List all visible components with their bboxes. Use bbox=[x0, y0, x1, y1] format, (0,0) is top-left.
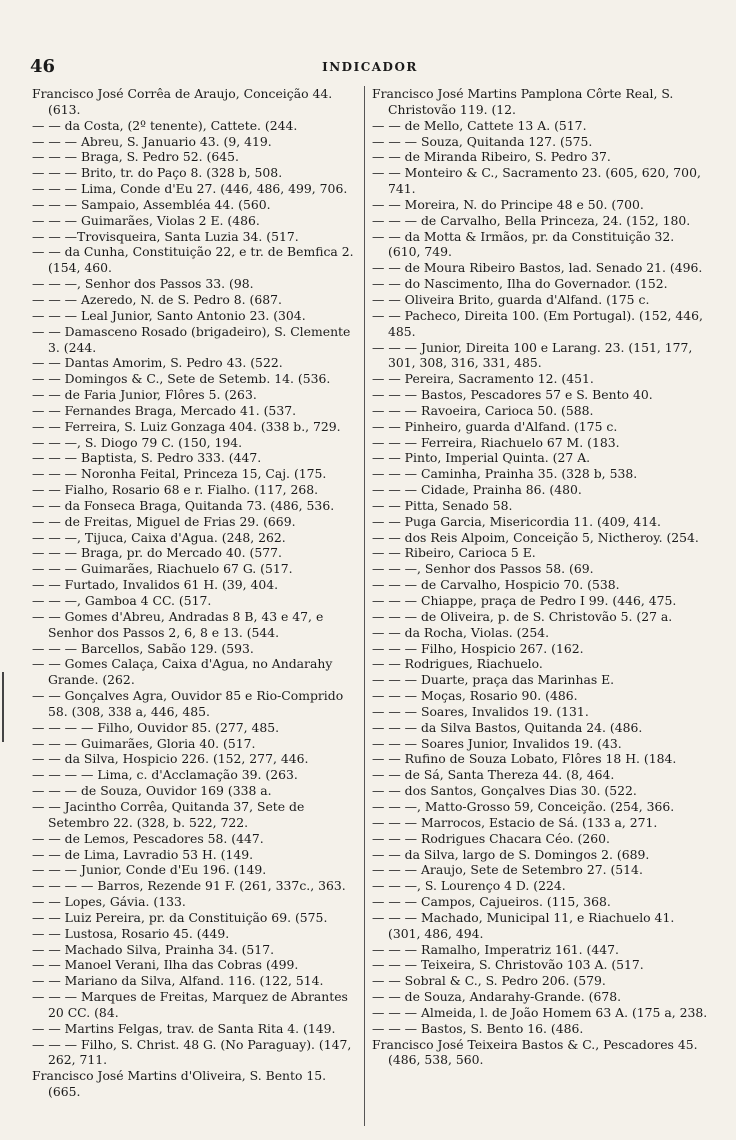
directory-entry: — — — da Silva Bastos, Quitanda 24. (486. bbox=[372, 719, 643, 735]
directory-entry: — — Pereira, Sacramento 12. (451. bbox=[372, 371, 594, 387]
directory-entry: — — Rufino de Souza Lobato, Flôres 18 H. (184. bbox=[372, 751, 677, 767]
directory-entry: — — — Lima, Conde d'Eu 27. (446, 486, 499, 706. bbox=[32, 181, 348, 197]
directory-entry: Francisco José Martins Pamplona Côrte Real, S. Christovão 119. (12. bbox=[372, 86, 674, 117]
directory-entry: — — — Caminha, Prainha 35. (328 b, 538. bbox=[372, 466, 638, 482]
directory-entry: — — — de Carvalho, Bella Princeza, 24. (152, 180. bbox=[372, 212, 691, 228]
directory-entry: — — — Marques de Freitas, Marquez de Abrantes 20 CC. (84. bbox=[32, 989, 348, 1020]
directory-entry: — — Martins Felgas, trav. de Santa Rita 4. (149. bbox=[32, 1020, 336, 1036]
directory-entry: — — —, Gamboa 4 CC. (517. bbox=[32, 593, 212, 608]
directory-entry: — — de Souza, Andarahy-Grande. (678. bbox=[372, 989, 622, 1005]
left-column bbox=[32, 86, 358, 1100]
directory-entry: — — Gomes Calaça, Caixa d'Agua, no Andarahy Grande. (262. bbox=[32, 656, 333, 688]
directory-entry: — — — Junior, Conde d'Eu 196. (149. bbox=[32, 862, 267, 878]
directory-entry: — — — Souza, Quitanda 127. (575. bbox=[372, 133, 593, 149]
directory-entry: — — — Duarte, praça das Marinhas E. bbox=[372, 672, 615, 688]
directory-entry: — — de Lima, Lavradio 53 H. (149. bbox=[32, 846, 254, 862]
directory-entry: — — — Guimarães, Riachuelo 67 G. (517. bbox=[32, 561, 293, 577]
directory-entry: — — Pinto, Imperial Quinta. (27 A. bbox=[372, 450, 591, 466]
directory-entry: — — — Almeida, l. de João Homem 63 A. (175 a, 238. bbox=[372, 1004, 708, 1020]
directory-entry: — — —, Senhor dos Passos 58. (69. bbox=[372, 561, 594, 577]
directory-entry: — — — — Filho, Ouvidor 85. (277, 485. bbox=[32, 719, 280, 735]
directory-entry: — — — Brito, tr. do Paço 8. (328 b, 508. bbox=[32, 165, 283, 181]
directory-entry: — — — Ramalho, Imperatriz 161. (447. bbox=[372, 941, 619, 957]
directory-entry: — — — Marrocos, Estacio de Sá. (133 a, 271. bbox=[372, 814, 658, 830]
directory-entry: — — — de Souza, Ouvidor 169 (338 a. bbox=[32, 783, 272, 799]
directory-entry: — — Sobral & C., S. Pedro 206. (579. bbox=[372, 973, 606, 989]
directory-entry: — — — Barcellos, Sabão 129. (593. bbox=[32, 640, 254, 656]
directory-entry: — — — Ferreira, Riachuelo 67 M. (183. bbox=[372, 434, 620, 450]
directory-entry: — — Rodrigues, Riachuelo. bbox=[372, 656, 543, 672]
directory-entry: — — —, S. Lourenço 4 D. (224. bbox=[372, 878, 566, 894]
directory-entry: — — —, Matto-Grosso 59, Conceição. (254, 366. bbox=[372, 798, 675, 814]
directory-entry: — — da Fonseca Braga, Quitanda 73. (486, 536. bbox=[32, 497, 335, 513]
directory-entry: — — — Araujo, Sete de Setembro 27. (514. bbox=[372, 862, 643, 878]
directory-entry: — — da Silva, Hospicio 226. (152, 277, 446. bbox=[32, 751, 309, 767]
directory-entry: — — — de Oliveira, p. de S. Christovão 5. (27 a. bbox=[372, 608, 673, 624]
directory-entry: — — Gomes d'Abreu, Andradas 8 B, 43 e 47, e Senhor dos Passos 2, 6, 8 e 13. (544. bbox=[32, 608, 324, 640]
directory-entry: — — — Abreu, S. Januario 43. (9, 419. bbox=[32, 133, 272, 149]
directory-entry: — — — Soares Junior, Invalidos 19. (43. bbox=[372, 735, 622, 751]
directory-entry: — — Pacheco, Direita 100. (Em Portugal). (152, 446, 485. bbox=[372, 307, 703, 339]
directory-entry: — — da Motta & Irmãos, pr. da Constituição 32. (610, 749. bbox=[372, 228, 675, 260]
column-divider bbox=[364, 86, 365, 1126]
directory-entry: — — Furtado, Invalidos 61 H. (39, 404. bbox=[32, 577, 279, 593]
directory-entry: — — da Cunha, Constituição 22, e tr. de Bemfica 2. (154, 460. bbox=[32, 244, 354, 276]
directory-entry: — — de Sá, Santa Thereza 44. (8, 464. bbox=[372, 767, 615, 783]
directory-entry: — — do Nascimento, Ilha do Governador. (152. bbox=[372, 276, 668, 292]
directory-entry: — — da Rocha, Violas. (254. bbox=[372, 624, 550, 640]
directory-entry: — — — Braga, pr. do Mercado 40. (577. bbox=[32, 545, 282, 561]
directory-entry: — — — Baptista, S. Pedro 333. (447. bbox=[32, 450, 262, 466]
directory-entry: — — — Rodrigues Chacara Céo. (260. bbox=[372, 830, 610, 846]
directory-entry: — — Pitta, Senado 58. bbox=[372, 497, 513, 513]
page-number: 46 bbox=[30, 56, 56, 77]
directory-entry: — — Ferreira, S. Luiz Gonzaga 404. (338 b., 729. bbox=[32, 418, 341, 434]
directory-entry: — — Pinheiro, guarda d'Alfand. (175 c. bbox=[372, 418, 618, 434]
directory-entry: — — — Filho, S. Christ. 48 G. (No Paraguay). (147, 262, 711. bbox=[32, 1036, 352, 1068]
directory-entry: — — —Trovisqueira, Santa Luzia 34. (517. bbox=[32, 228, 299, 244]
directory-entry: Francisco José Martins d'Oliveira, S. Bento 15. (665. bbox=[32, 1068, 327, 1100]
directory-entry: — — Mariano da Silva, Alfand. 116. (122, 514. bbox=[32, 973, 324, 989]
directory-entry: — — da Costa, (2º tenente), Cattete. (244. bbox=[32, 117, 298, 133]
directory-entry: — — —, Tijuca, Caixa d'Agua. (248, 262. bbox=[32, 529, 286, 545]
directory-entry: — — — de Carvalho, Hospicio 70. (538. bbox=[372, 577, 620, 593]
directory-entry: — — Manoel Verani, Ilha das Cobras (499. bbox=[32, 957, 299, 973]
directory-entry: — — Lustosa, Rosario 45. (449. bbox=[32, 925, 230, 941]
directory-entry: — — — Junior, Direita 100 e Larang. 23. (151, 177, 301, 308, 316, 331, 485. bbox=[372, 339, 693, 371]
directory-entry: — — — Braga, S. Pedro 52. (645. bbox=[32, 149, 239, 165]
directory-entry: — — — Bastos, S. Bento 16. (486. bbox=[372, 1020, 584, 1036]
directory-entry: — — — Cidade, Prainha 86. (480. bbox=[372, 482, 582, 498]
directory-entry: — — —, S. Diogo 79 C. (150, 194. bbox=[32, 434, 243, 450]
directory-entry: — — de Miranda Ribeiro, S. Pedro 37. bbox=[372, 149, 611, 165]
directory-entry: — — Fialho, Rosario 68 e r. Fialho. (117, 268. bbox=[32, 482, 319, 498]
directory-entry: — — Dantas Amorim, S. Pedro 43. (522. bbox=[32, 355, 283, 371]
directory-entry: — — — Teixeira, S. Christovão 103 A. (517. bbox=[372, 957, 644, 973]
directory-entry: Francisco José Teixeira Bastos & C., Pescadores 45. (486, 538, 560. bbox=[372, 1036, 698, 1068]
directory-entry: — — — — Barros, Rezende 91 F. (261, 337c., 363. bbox=[32, 878, 346, 894]
directory-entry: — — — Soares, Invalidos 19. (131. bbox=[372, 703, 589, 719]
right-column bbox=[372, 86, 708, 1068]
directory-entry: — — de Freitas, Miguel de Frias 29. (669. bbox=[32, 513, 296, 529]
directory-entry: Francisco José Corrêa de Araujo, Conceição 44. (613. bbox=[32, 86, 333, 117]
running-head: INDICADOR bbox=[322, 60, 418, 74]
directory-entry: — — —, Senhor dos Passos 33. (98. bbox=[32, 276, 254, 292]
directory-entry: — — dos Reis Alpoim, Conceição 5, Nictheroy. (254. bbox=[372, 529, 699, 545]
directory-entry: — — Oliveira Brito, guarda d'Alfand. (175 c. bbox=[372, 291, 650, 307]
directory-entry: — — de Lemos, Pescadores 58. (447. bbox=[32, 830, 264, 846]
directory-entry: — — Fernandes Braga, Mercado 41. (537. bbox=[32, 402, 297, 418]
directory-entry: — — — Guimarães, Gloria 40. (517. bbox=[32, 735, 256, 751]
directory-entry: — — — Campos, Cajueiros. (115, 368. bbox=[372, 894, 611, 910]
directory-entry: — — da Silva, largo de S. Domingos 2. (689. bbox=[372, 846, 650, 862]
directory-entry: — — Lopes, Gávia. (133. bbox=[32, 894, 186, 910]
directory-entry: — — de Moura Ribeiro Bastos, lad. Senado 21. (496. bbox=[372, 260, 703, 276]
directory-entry: — — — Filho, Hospicio 267. (162. bbox=[372, 640, 584, 656]
directory-entry: — — — — Lima, c. d'Acclamação 39. (263. bbox=[32, 767, 298, 783]
directory-entry: — — Machado Silva, Prainha 34. (517. bbox=[32, 941, 275, 957]
directory-entry: — — — Azeredo, N. de S. Pedro 8. (687. bbox=[32, 291, 282, 307]
directory-entry: — — — Ravoeira, Carioca 50. (588. bbox=[372, 402, 594, 418]
directory-entry: — — — Moças, Rosario 90. (486. bbox=[372, 688, 578, 704]
directory-entry: — — de Faria Junior, Flôres 5. (263. bbox=[32, 387, 257, 403]
margin-bracket-mark bbox=[2, 672, 9, 742]
directory-entry: — — Luiz Pereira, pr. da Constituição 69. (575. bbox=[32, 909, 328, 925]
directory-entry: — — Domingos & C., Sete de Setemb. 14. (536. bbox=[32, 371, 331, 387]
directory-entry: — — — Sampaio, Assembléa 44. (560. bbox=[32, 196, 271, 212]
directory-entry: — — Moreira, N. do Principe 48 e 50. (700. bbox=[372, 196, 644, 212]
directory-entry: — — Puga Garcia, Misericordia 11. (409, 414. bbox=[372, 513, 661, 529]
directory-entry: — — — Bastos, Pescadores 57 e S. Bento 40. bbox=[372, 387, 653, 403]
directory-entry: — — — Chiappe, praça de Pedro I 99. (446, 475. bbox=[372, 593, 677, 608]
directory-entry: — — dos Santos, Gonçalves Dias 30. (522. bbox=[372, 783, 637, 799]
directory-entry: — — Ribeiro, Carioca 5 E. bbox=[372, 545, 536, 561]
directory-entry: — — Monteiro & C., Sacramento 23. (605, 620, 700, 741. bbox=[372, 165, 701, 197]
directory-entry: — — Gonçalves Agra, Ouvidor 85 e Rio-Comprido 58. (308, 338 a, 446, 485. bbox=[32, 688, 344, 719]
directory-entry: — — Damasceno Rosado (brigadeiro), S. Clemente 3. (244. bbox=[32, 323, 351, 355]
directory-entry: — — de Mello, Cattete 13 A. (517. bbox=[372, 117, 587, 133]
directory-entry: — — — Guimarães, Violas 2 E. (486. bbox=[32, 212, 260, 228]
directory-entry: — — — Machado, Municipal 11, e Riachuelo 41. (301, 486, 494. bbox=[372, 909, 675, 941]
directory-entry: — — — Noronha Feital, Princeza 15, Caj. (175. bbox=[32, 466, 327, 482]
directory-entry: — — Jacintho Corrêa, Quitanda 37, Sete de Setembro 22. (328, b. 522, 722. bbox=[32, 798, 305, 830]
directory-entry: — — — Leal Junior, Santo Antonio 23. (304. bbox=[32, 307, 306, 323]
